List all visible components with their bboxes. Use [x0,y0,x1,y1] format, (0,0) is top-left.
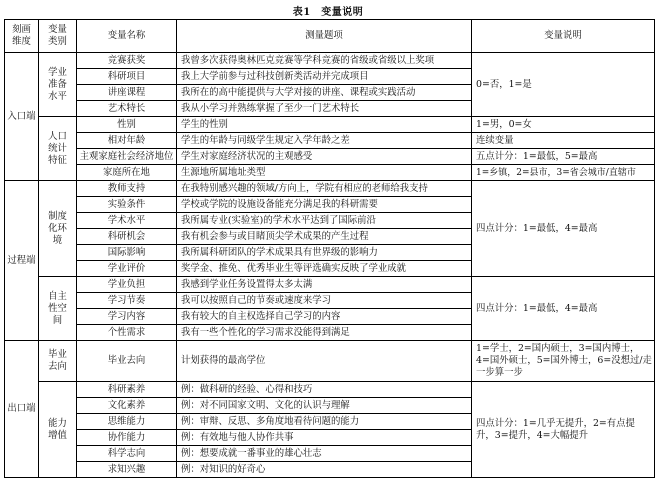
variable-name: 学习节奏 [77,293,177,309]
variable-name: 文化素养 [77,398,177,414]
variable-name: 协作能力 [77,430,177,446]
variable-name: 学习内容 [77,309,177,325]
variable-name: 学术水平 [77,213,177,229]
variable-item: 例：有效地与他人协作共事 [177,430,472,446]
table-row [5,133,655,149]
variable-item: 例：做科研的经验、心得和技巧 [177,382,472,398]
table-row [5,53,655,69]
variable-name: 求知兴趣 [77,462,177,478]
variable-name: 学业评价 [77,261,177,277]
category-cell-stats: 人口统计特征 [39,117,77,181]
variable-item: 我所属专业(实验室)的学术水平达到了国际前沿 [177,213,472,229]
variable-item: 我所在的高中能提供与大学对接的讲座、课程或实践活动 [177,85,472,101]
variable-item: 学校或学院的设施设备能充分满足我的科研需要 [177,197,472,213]
variable-name: 相对年龄 [77,133,177,149]
variable-name: 讲座课程 [77,85,177,101]
variable-name: 毕业去向 [77,341,177,382]
table-row [5,117,655,133]
variable-item: 我所属科研团队的学术成果具有世界级的影响力 [177,245,472,261]
variable-item: 例：对不同国家文明、文化的认识与理解 [177,398,472,414]
table-row [5,382,655,398]
table-title: 表1 变量说明 [292,7,364,18]
variable-item: 我有一些个性化的学习需求没能得到满足 [177,325,472,341]
variable-item: 例：审辩、反思、多角度地看待问题的能力 [177,414,472,430]
variable-desc: 四点计分：1=最低，4=最高 [472,277,655,341]
variable-table [4,19,655,478]
table-row [5,341,655,382]
variable-desc: 四点计分：1=最低，4=最高 [472,181,655,277]
variable-desc: 连续变量 [472,133,655,149]
variable-name: 个性需求 [77,325,177,341]
category-cell-autonomy: 自主性空间 [39,277,77,341]
category-cell-ability: 能力增值 [39,382,77,478]
variable-desc: 1=乡镇，2=县市，3=省会城市/直辖市 [472,165,655,181]
variable-item: 我从小学习并熟练掌握了至少一门艺术特长 [177,101,472,117]
variable-name: 性别 [77,117,177,133]
table-row [5,181,655,197]
header-item: 测量题项 [177,20,472,53]
variable-item: 例：对知识的好奇心 [177,462,472,478]
variable-item: 计划获得的最高学位 [177,341,472,382]
variable-name: 科学志向 [77,446,177,462]
category-cell-institution: 制度化环境 [39,181,77,277]
variable-item: 我可以按照自己的节奏或速度来学习 [177,293,472,309]
variable-item: 学生的性别 [177,117,472,133]
header-category: 变量类别 [39,20,77,53]
category-cell-academic-prep: 学业准备水平 [39,53,77,117]
variable-item: 例：想要成就一番事业的雄心壮志 [177,446,472,462]
variable-name: 国际影响 [77,245,177,261]
dimension-cell-exit: 出口端 [5,341,39,478]
header-row [5,20,655,53]
variable-name: 科研项目 [77,69,177,85]
variable-name: 主观家庭社会经济地位 [77,149,177,165]
variable-item: 我有较大的自主权选择自己学习的内容 [177,309,472,325]
variable-item: 我曾多次获得奥林匹克竞赛等学科竞赛的省级或省级以上奖项 [177,53,472,69]
variable-item: 学生的年龄与同级学生规定入学年龄之差 [177,133,472,149]
header-dimension: 刻画维度 [5,20,39,53]
variable-item: 生源地所属地址类型 [177,165,472,181]
variable-name: 思维能力 [77,414,177,430]
variable-item: 我有机会参与或目睹顶尖学术成果的产生过程 [177,229,472,245]
header-desc: 变量说明 [472,20,655,53]
variable-item: 我感到学业任务设置得太多太满 [177,277,472,293]
table-row [5,277,655,293]
table-row [5,149,655,165]
variable-item: 我上大学前参与过科技创新类活动并完成项目 [177,69,472,85]
category-cell-graduation: 毕业去向 [39,341,77,382]
variable-name: 艺术特长 [77,101,177,117]
dimension-cell-entry: 入口端 [5,53,39,181]
variable-name: 学业负担 [77,277,177,293]
variable-desc: 1=学士，2=国内硕士，3=国内博士，4=国外硕士，5=国外博士，6=没想过/走一步算一步 [472,341,655,382]
variable-item: 学生对家庭经济状况的主观感受 [177,149,472,165]
variable-desc: 1=男，0=女 [472,117,655,133]
table-row [5,165,655,181]
variable-desc: 四点计分：1=几乎无提升，2=有点提升，3=提升，4=大幅提升 [472,382,655,478]
variable-item: 奖学金、推免、优秀毕业生等评选确实反映了学业成就 [177,261,472,277]
variable-desc: 0=否，1=是 [472,53,655,117]
variable-name: 科研素养 [77,382,177,398]
header-name: 变量名称 [77,20,177,53]
dimension-cell-process: 过程端 [5,181,39,341]
variable-name: 教师支持 [77,181,177,197]
variable-name: 实验条件 [77,197,177,213]
variable-desc: 五点计分：1=最低，5=最高 [472,149,655,165]
variable-name: 竞赛获奖 [77,53,177,69]
variable-name: 科研机会 [77,229,177,245]
variable-name: 家庭所在地 [77,165,177,181]
variable-item: 在我特别感兴趣的领域/方向上，学院有相应的老师给我支持 [177,181,472,197]
